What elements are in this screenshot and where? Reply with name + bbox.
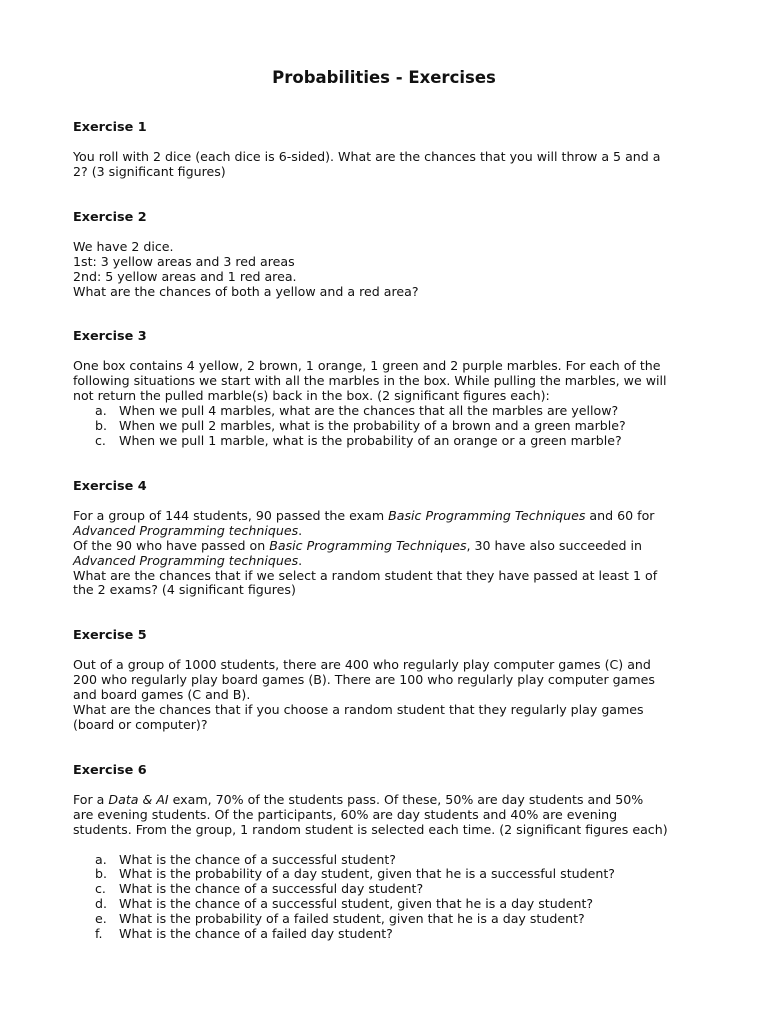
exercise-5 [73,628,682,733]
exercise-heading: Exercise 2 [73,209,147,225]
exercise-2 [73,210,682,300]
list-item-text: What is the chance of a successful student, given that he is a day student? [119,896,594,912]
body-line [73,509,682,524]
course-name: Basic Programming Techniques [269,537,467,553]
body-line: 200 who regularly play board games (B). There are 100 who regularly play computer games [73,672,655,688]
body-line [73,793,682,808]
exercise-4 [73,479,682,598]
body-line: and board games (C and B). [73,687,251,703]
list-marker: d. [95,896,107,912]
course-name: Basic Programming Techniques [388,507,586,523]
text-run: . [298,552,303,568]
exercise-3 [73,329,682,448]
list-marker: a. [95,851,107,867]
exercise-1 [73,120,682,180]
body-line [73,524,682,539]
exercise-6 [73,763,682,942]
body-line [73,554,682,569]
list-item-text: When we pull 2 marbles, what is the probability of a brown and a green marble? [119,418,626,434]
question-list [73,404,682,449]
body-line: What are the chances that if you choose a random student that they regularly play games [73,702,644,718]
list-marker: e. [95,911,107,927]
body-line: What are the chances that if we select a random student that they have passed at least 1 of [73,567,658,583]
exercise-heading: Exercise 4 [73,478,147,494]
course-name: Data & AI [108,791,169,807]
list-marker: b. [95,866,107,882]
body-line: We have 2 dice. [73,238,174,254]
body-line: You roll with 2 dice (each dice is 6-sided). What are the chances that you will throw a 5 and a [73,149,661,164]
exercise-heading: Exercise 3 [73,329,147,345]
list-item [95,434,682,449]
body-line: Out of a group of 1000 students, there are 400 who regularly play computer games (C) and [73,657,651,673]
text-run: For a [73,791,109,807]
body-line: students. From the group, 1 random student is selected each time. (2 significant figures each) [73,821,668,837]
exercise-heading: Exercise 5 [73,628,147,644]
text-run: For a group of 144 students, 90 passed the exam [73,507,389,523]
list-item-text: What is the probability of a failed student, given that he is a day student? [119,911,585,927]
body-line: 1st: 3 yellow areas and 3 red areas [73,253,295,269]
text-run: exam, 70% of the students pass. Of these, 50% are day students and 50% [168,791,644,807]
list-item [95,867,682,882]
list-marker: b. [95,418,107,434]
exercise-body [73,658,682,733]
list-marker: c. [95,881,106,897]
text-run: . [298,522,303,538]
text-run: , 30 have also succeeded in [466,537,643,553]
list-marker: f. [95,926,103,942]
exercise-body [73,359,682,448]
list-item-text: What is the chance of a successful student? [119,851,396,867]
list-marker: c. [95,432,106,448]
body-line: (board or computer)? [73,716,208,732]
body-line [73,539,682,554]
body-line: the 2 exams? (4 significant figures) [73,582,296,598]
body-line: following situations we start with all the marbles in the box. While pulling the marbles, we will [73,373,667,389]
list-item-text: What is the probability of a day student, given that he is a successful student? [119,866,615,882]
course-name: Advanced Programming techniques [73,552,299,568]
body-line: not return the pulled marble(s) back in the box. (2 significant figures each): [73,388,550,404]
list-item-text: What is the chance of a failed day student? [119,926,393,942]
list-item [95,912,682,927]
list-item [95,927,682,942]
text-run: and 60 for [585,507,655,523]
exercise-heading: Exercise 1 [73,120,147,135]
exercise-heading: Exercise 6 [73,762,147,778]
list-item-text: When we pull 4 marbles, what are the chances that all the marbles are yellow? [119,403,619,419]
question-list [73,853,682,942]
list-item [95,897,682,912]
exercise-body [73,793,682,942]
list-item-text: When we pull 1 marble, what is the probability of an orange or a green marble? [119,432,622,448]
exercise-body [73,150,682,180]
document-title: Probabilities - Exercises [272,68,496,87]
list-item [95,404,682,419]
body-line: 2? (3 significant figures) [73,163,226,179]
course-name: Advanced Programming techniques [73,522,299,538]
body-line: are evening students. Of the participants, 60% are day students and 40% are evening [73,806,618,822]
list-item [95,882,682,897]
list-item [95,853,682,868]
exercise-body [73,240,682,300]
list-marker: a. [95,403,107,419]
exercise-body [73,509,682,598]
body-line: 2nd: 5 yellow areas and 1 red area. [73,268,297,284]
body-line: What are the chances of both a yellow and a red area? [73,283,419,299]
list-item [95,419,682,434]
text-run: Of the 90 who have passed on [73,537,270,553]
body-line: One box contains 4 yellow, 2 brown, 1 orange, 1 green and 2 purple marbles. For each of the [73,358,661,374]
list-item-text: What is the chance of a successful day student? [119,881,424,897]
